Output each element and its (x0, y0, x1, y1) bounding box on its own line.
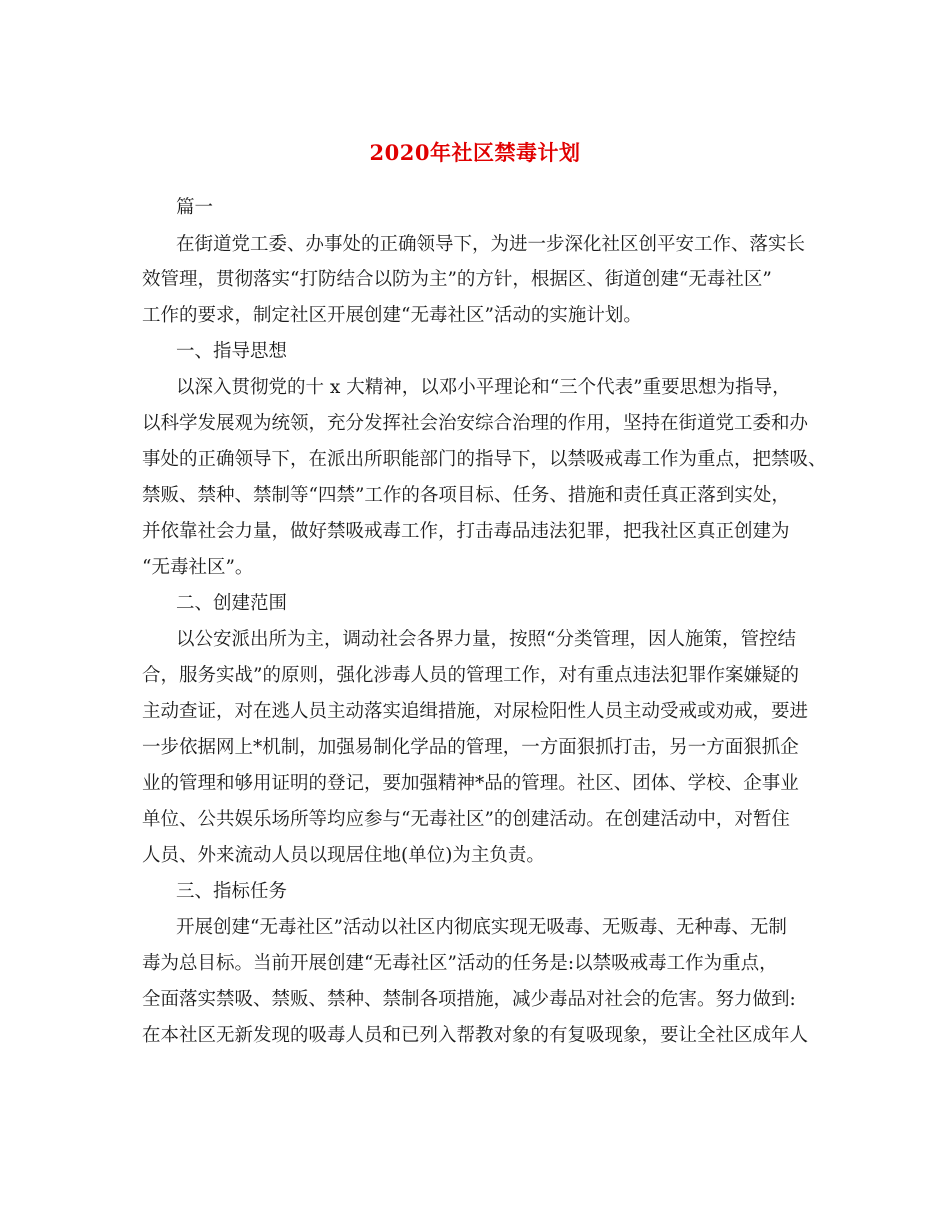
paragraph-line: 以科学发展观为统领，充分发挥社会治安综合治理的作用，坚持在街道党工委和办 (142, 413, 809, 434)
paragraph-line: 人员、外来流动人员以现居住地(单位)为主负责。 (142, 845, 545, 866)
paragraph-line: 禁贩、禁种、禁制等“四禁”工作的各项目标、任务、措施和责任真正落到实处， (142, 485, 790, 506)
paragraph-line: 在本社区无新发现的吸毒人员和已列入帮教对象的有复吸现象，要让全社区成年人 (142, 1025, 809, 1046)
paragraph-line: “无毒社区”。 (142, 557, 254, 578)
paragraph-line: 一步依据网上*机制，加强易制化学品的管理，一方面狠抓打击，另一方面狠抓企 (142, 737, 799, 758)
section-heading: 一、指导思想 (176, 341, 288, 362)
paragraph-line: 合，服务实战”的原则，强化涉毒人员的管理工作，对有重点违法犯罪作案嫌疑的 (142, 665, 799, 686)
paragraph-line: 开展创建“无毒社区”活动以社区内彻底实现无吸毒、无贩毒、无种毒、无制 (176, 917, 787, 938)
paragraph-line: 工作的要求，制定社区开展创建“无毒社区”活动的实施计划。 (142, 305, 642, 326)
paragraph-line: 毒为总目标。当前开展创建“无毒社区”活动的任务是:以禁吸戒毒工作为重点， (142, 953, 778, 974)
paragraph-line: 并依靠社会力量，做好禁吸戒毒工作，打击毒品违法犯罪，把我社区真正创建为 (142, 521, 790, 542)
paragraph-line: 以深入贯彻党的十 x 大精神，以邓小平理论和“三个代表”重要思想为指导， (176, 377, 791, 398)
paragraph-line: 事处的正确领导下，在派出所职能部门的指导下，以禁吸戒毒工作为重点，把禁吸、 (142, 449, 827, 470)
section-label: 篇一 (176, 197, 214, 218)
section-heading: 三、指标任务 (176, 881, 288, 902)
paragraph-line: 业的管理和够用证明的登记，要加强精神*品的管理。社区、团体、学校、企事业 (142, 773, 799, 794)
paragraph-line: 全面落实禁吸、禁贩、禁种、禁制各项措施，减少毒品对社会的危害。努力做到: (142, 989, 796, 1010)
document-title: 2020年社区禁毒计划 (369, 140, 581, 165)
paragraph-line: 以公安派出所为主，调动社会各界力量，按照“分类管理，因人施策，管控结 (176, 629, 796, 650)
section-heading: 二、创建范围 (176, 593, 288, 614)
paragraph-line: 主动查证，对在逃人员主动落实追缉措施，对尿检阳性人员主动受戒或劝戒，要进 (142, 701, 809, 722)
paragraph-line: 在街道党工委、办事处的正确领导下，为进一步深化社区创平安工作、落实长 (176, 234, 806, 255)
paragraph-line: 单位、公共娱乐场所等均应参与“无毒社区”的创建活动。在创建活动中，对暂住 (142, 809, 790, 830)
paragraph-line: 效管理，贯彻落实“打防结合以防为主”的方针，根据区、街道创建“无毒社区” (142, 269, 772, 290)
